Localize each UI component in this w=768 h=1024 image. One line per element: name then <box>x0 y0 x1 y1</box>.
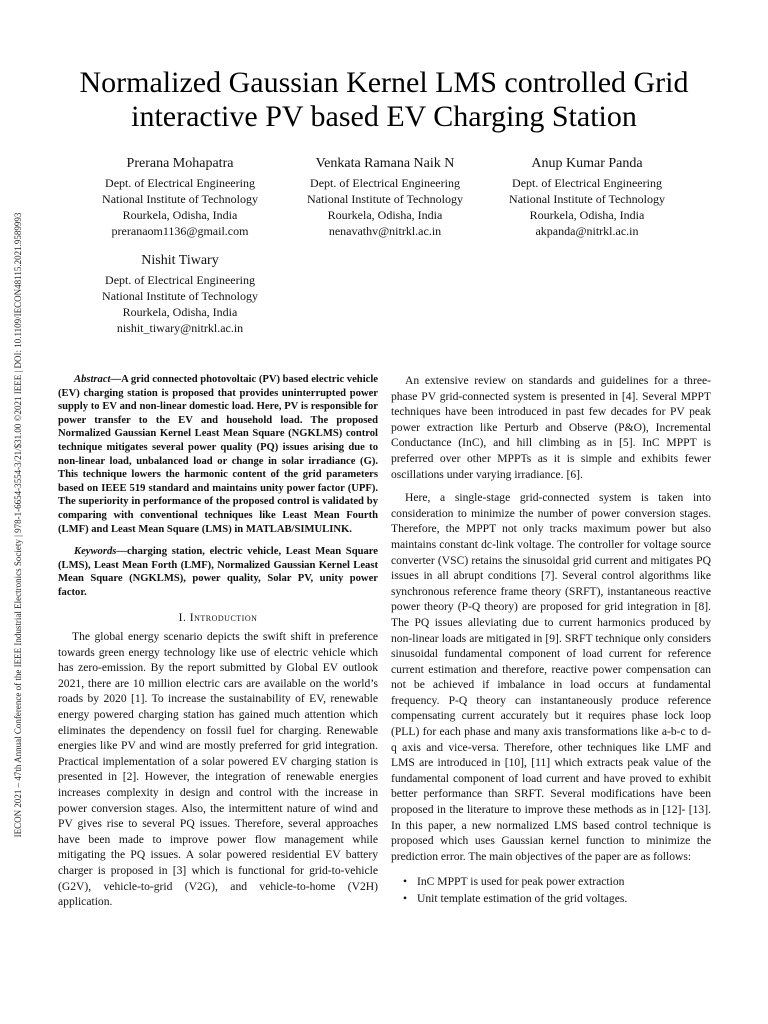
body-paragraph: Here, a single-stage grid-connected system is taken into consideration to minimize the number of power conversion stages. Therefore, the MPPT not only tracks maximum power but also maintains constant dc-link voltage. The controller for voltage source converter (VSC) retains the sinusoidal grid current and mitigates PQ issues in all abrupt conditions [7]. Several control algorithms like synchronous reference frame theory (SRFT), instantaneous reactive power theory (P-Q theory) are proposed for grid integration in [8]. The PQ issues alleviating due to current harmonics produced by non-linear loads are mitigated in [9]. SRFT technique only considers sinusoidal fundamental component of load current for reference current estimation and therefore, reactive power compensation can not be achieved if imbalance in load occurs at fundamental frequency. P-Q theory can instantaneously produce reference compensating current accurately but it requires phase lock loop (PLL) for each phase and many axis transformations like a-b-c to d-q axis and vice-versa. Therefore, other techniques like LMF and LMS are introduced in [10], [11] which extracts peak value of the fundamental component of load current and have proved to exhibit better performance than SRFT. Several modifications have been proposed in the literature to improve these methods as in [12]- [13]. In this paper, a new normalized LMS based control technique is proposed which uses Gaussian kernel function to minimize the prediction error. The main objectives of the paper are as follows: <box>391 491 711 863</box>
keywords-body: —charging station, electric vehicle, Least Mean Square (LMS), Least Mean Forth (LMF), Normalized Gaussian Kernel Least Mean Square (NGKLMS), power quality, Solar PV, unity power factor. <box>58 546 378 598</box>
author-email: nishit_tiwary@nitrkl.ac.in <box>116 321 244 335</box>
author-institution: National Institute of Technology <box>102 192 258 206</box>
body-paragraph: The global energy scenario depicts the swift shift in preference towards green energy technology like use of electric vehicle which has zero-emission. By the report submitted by Global EV outlook 2021, there are 10 million electric cars are available on the world’s roads by 2020 [1]. To increase the sustainability of EV, renewable energy powered charging station has gained much attention which eliminates the dependency on fossil fuel for charging. Renewable energies like PV and wind are mostly preferred for grid integration. Practical implementation of a solar powered EV charging station is presented in [2]. However, the integration of renewable energies increases complexity in design and control with the increase in power conversion stages. Also, the intermittent nature of wind and PV gives rise to several PQ issues. Therefore, several approaches have been made to improve power flow management while mitigating the PQ issues. A solar powered residential EV battery charger is proposed in [3] which is functional for grid-to-vehicle (G2V), vehicle-to-grid (V2G), and vehicle-to-home (V2H) application. <box>58 630 378 909</box>
left-column <box>58 373 378 918</box>
objectives-list <box>391 874 711 906</box>
keywords <box>58 545 378 599</box>
author-email: akpanda@nitrkl.ac.in <box>535 224 639 238</box>
author-name: Anup Kumar Panda <box>531 156 643 171</box>
author-location: Rourkela, Odisha, India <box>122 305 238 319</box>
author-name: Nishit Tiwary <box>141 253 219 268</box>
author-email: preranaom1136@gmail.com <box>111 224 249 238</box>
body-paragraph: An extensive review on standards and guidelines for a three-phase PV grid-connected system is presented in [4]. Several MPPT techniques have been introduced in past few decades for PV peak power extraction like Perturb and Observe (P&O), Incremental Conductance (InC), and hill climbing as in [5]. InC MPPT is preferred over other MPPTs as it is simple and exhibits fewer oscillations under varying irradiance. [6]. <box>391 374 711 481</box>
abstract <box>58 373 378 536</box>
author-dept: Dept. of Electrical Engineering <box>512 176 662 190</box>
right-column <box>391 373 711 908</box>
author-institution: National Institute of Technology <box>307 192 463 206</box>
author-block-2 <box>290 154 480 239</box>
author-institution: National Institute of Technology <box>102 289 258 303</box>
abstract-lead: Abstract <box>74 374 111 385</box>
author-email: nenavathv@nitrkl.ac.in <box>328 224 442 238</box>
author-location: Rourkela, Odisha, India <box>327 208 443 222</box>
author-dept: Dept. of Electrical Engineering <box>310 176 460 190</box>
list-item-text: Unit template estimation of the grid voltages. <box>417 892 628 905</box>
author-name: Prerana Mohapatra <box>126 156 234 171</box>
doi-sidebar-text: IECON 2021 – 47th Annual Conference of the IEEE Industrial Electronics Society | 978-1-6654-3554-3/21/$31.00 ©2021 IEEE | DOI: 10.1109/IECON48115.2021.9589993 <box>13 212 23 838</box>
list-item <box>391 874 711 890</box>
bullet-icon: • <box>403 892 408 905</box>
author-block-1 <box>90 154 270 239</box>
author-name: Venkata Ramana Naik N <box>315 156 455 171</box>
author-location: Rourkela, Odisha, India <box>529 208 645 222</box>
section-heading-introduction: I. Introduction <box>178 610 258 624</box>
doi-sidebar <box>10 150 26 900</box>
list-item-text: InC MPPT is used for peak power extraction <box>417 875 625 889</box>
bullet-icon: • <box>403 875 408 889</box>
title-line-1: Normalized Gaussian Kernel LMS controlled Grid <box>79 66 689 99</box>
author-dept: Dept. of Electrical Engineering <box>105 176 255 190</box>
author-location: Rourkela, Odisha, India <box>122 208 238 222</box>
abstract-body: —A grid connected photovoltaic (PV) based electric vehicle (EV) charging station is proposed that provides uninterrupted power supply to EV and non-linear domestic load. Here, PV is responsible for power transfer to the EV and household load. The proposed Normalized Gaussian Kernel Least Mean Square (NGKLMS) control technique mitigates several power quality (PQ) issues arising due to non-linear load, unbalanced load or change in solar irradiance (G). This technique lowers the harmonic content of the grid parameters based on IEEE 519 standard and maintains unity power factor (UPF). The superiority in performance of the proposed control is validated by comparing with conventional techniques like Least Mean Fourth (LMF) and Least Mean Square (LMS) in MATLAB/SIMULINK. <box>58 374 378 535</box>
list-item <box>391 891 711 907</box>
author-dept: Dept. of Electrical Engineering <box>105 273 255 287</box>
author-block-3 <box>497 154 677 239</box>
keywords-lead: Keywords <box>74 546 117 558</box>
title-line-2: interactive PV based EV Charging Station <box>131 100 637 133</box>
paper-title <box>40 66 728 134</box>
author-block-4 <box>90 251 270 336</box>
author-institution: National Institute of Technology <box>509 192 665 206</box>
